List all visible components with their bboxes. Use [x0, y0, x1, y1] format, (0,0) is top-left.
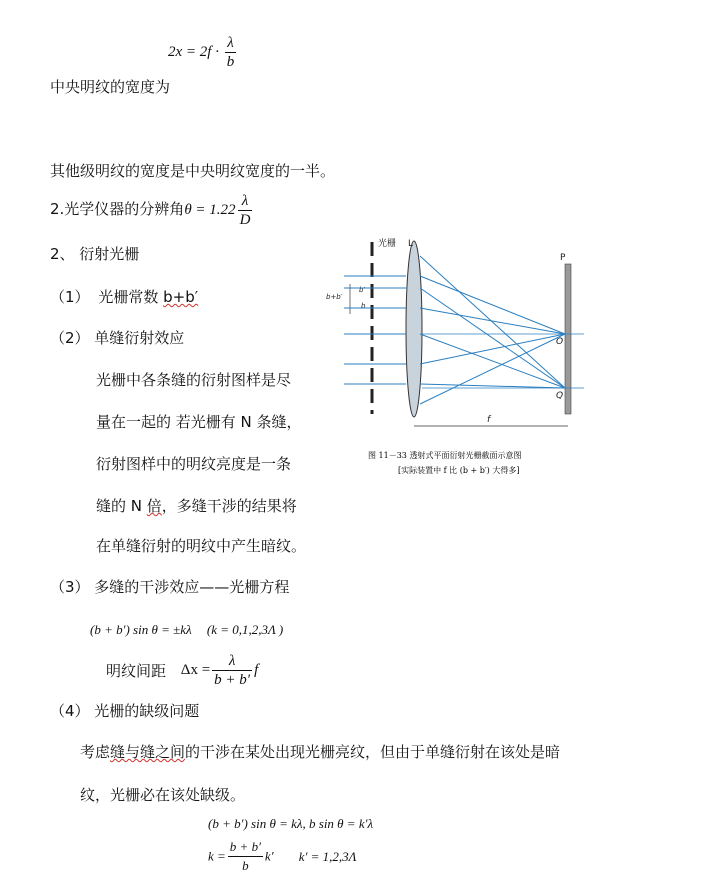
slit-width-label-1: b′: [359, 286, 366, 294]
paragraph-line-3: 衍射图样中的明纹亮度是一条: [96, 455, 292, 473]
fringe-formula-numerator: λ: [212, 652, 252, 671]
fringe-spacing-formula: [180, 653, 259, 688]
grating-label: 光栅: [378, 239, 397, 249]
resolution-prefix: 2.光学仪器的分辨角: [50, 199, 185, 218]
item-1: [50, 286, 198, 307]
fringe-spacing-label: 明纹间距: [106, 662, 167, 680]
item-1-term: b+b′: [163, 288, 199, 306]
item-1-number: （1）: [50, 288, 90, 306]
width-formula-fraction: [225, 34, 237, 71]
missing-order-range: k′ = 1,2,3Λ: [298, 848, 357, 864]
paragraph-line-7: 纹，光栅必在该处缺级。: [80, 786, 246, 804]
resolution-denominator: D: [239, 212, 251, 228]
fringe-formula-right: f: [254, 661, 259, 678]
paragraph-line-2: 量在一起的 若光栅有 N 条缝，: [96, 413, 302, 431]
paragraph-line-6-a: 考虑: [80, 743, 111, 761]
missing-order-numerator: b + b′: [228, 838, 263, 857]
grating-equation: [90, 622, 283, 638]
screen: [565, 264, 571, 414]
missing-order-equation: (b + b′) sin θ = kλ, b sin θ = k′λ: [208, 816, 374, 831]
resolution-formula: [184, 193, 254, 228]
other-width-text: 其他级明纹的宽度是中央明纹宽度的一半。: [50, 162, 336, 180]
paragraph-line-4-b: 倍: [146, 497, 162, 515]
central-width-text: 中央明纹的宽度为: [50, 78, 171, 96]
section-2-heading: 2、 衍射光栅: [50, 245, 140, 263]
missing-order-left: k =: [208, 848, 226, 864]
paragraph-line-6: [80, 741, 560, 762]
width-formula-left: 2x = 2f ·: [168, 43, 219, 60]
fringe-spacing-line: [106, 652, 258, 689]
item-3: （3） 多缝的干涉效应——光栅方程: [50, 578, 290, 596]
lens: [406, 241, 422, 417]
item-4: （4） 光栅的缺级问题: [50, 702, 200, 720]
resolution-line: [50, 192, 254, 229]
paragraph-line-6-c: 的干涉在某处出现光栅亮纹，但由于单缝衍射在该处是暗: [185, 743, 561, 761]
paragraph-line-1: 光栅中各条缝的衍射图样是尽: [96, 371, 292, 389]
point-o-label: O: [556, 337, 564, 347]
fringe-formula-left: Δx =: [180, 661, 211, 678]
slit-width-label-2: b: [361, 302, 366, 310]
grating-equation-range: (k = 0,1,2,3Λ ): [206, 622, 284, 637]
item-2: （2） 单缝衍射效应: [50, 329, 185, 347]
pitch-label: b+b′: [326, 293, 343, 301]
incident-rays: [344, 276, 406, 384]
resolution-numerator: λ: [238, 192, 253, 211]
resolution-formula-left: θ = 1.22: [184, 201, 236, 218]
missing-order-relation: [208, 838, 357, 875]
paragraph-line-5: 在单缝衍射的明纹中产生暗纹。: [96, 537, 307, 555]
item-1-label: 光栅常数: [98, 288, 164, 306]
width-formula-denominator: b: [226, 54, 235, 70]
figure-caption-2: [实际装置中 f 比 (b + b′) 大得多]: [398, 466, 520, 475]
focal-length-label: f: [487, 415, 491, 425]
grating-figure: [322, 236, 588, 486]
diffracted-rays: [420, 256, 565, 404]
figure-caption-1: 图 11－33 透射式平面衍射光栅截面示意图: [368, 451, 522, 460]
width-formula: [168, 34, 238, 71]
width-formula-numerator: λ: [225, 34, 237, 53]
paragraph-line-6-b: 缝与缝之间: [110, 743, 186, 761]
lens-label: L: [408, 239, 414, 249]
grating-diagram: [322, 236, 588, 486]
point-q-label: Q: [556, 391, 564, 401]
paragraph-line-4: [96, 495, 297, 516]
paragraph-line-4-c: ，多缝干涉的结果将: [161, 497, 297, 515]
paragraph-line-4-a: 缝的 N: [96, 497, 147, 515]
missing-order-denominator: b: [242, 858, 249, 873]
screen-label: P: [560, 253, 566, 263]
missing-order-right: k′: [264, 848, 274, 864]
grating-equation-main: (b + b′) sin θ = ±kλ: [90, 622, 192, 637]
fringe-formula-denominator: b + b′: [214, 672, 251, 688]
